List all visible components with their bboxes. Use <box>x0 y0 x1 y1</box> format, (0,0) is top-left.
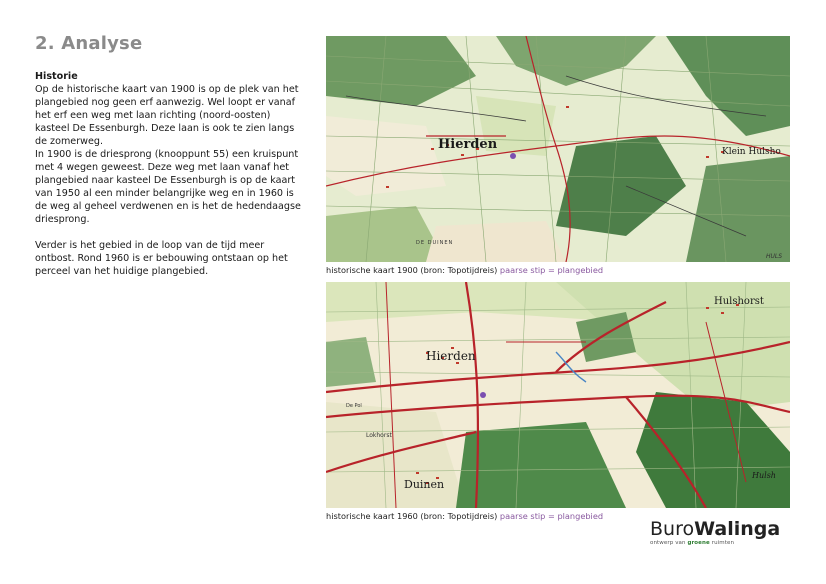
historie-paragraph-2: In 1900 is de driesprong (knooppunt 55) een kruispunt met 4 wegen geweest. Deze weg met laan vanaf het plangebied naar kasteel De Essenburgh is op de kaart van 1950 al een minder belangrijke weg en in 1960 is de weg al geheel verdwenen en is het de hedendaagse driesprong. <box>35 149 301 225</box>
logo-tagline-post: ruimten <box>709 540 735 546</box>
map-1900-drawing <box>326 36 790 262</box>
map-1960-label-duinen: Duinen <box>404 478 445 491</box>
historie-paragraph-3: Verder is het gebied in de loop van de tijd meer ontbost. Rond 1960 is er bebouwing ontstaan op het perceel van het huidige plangebied. <box>35 240 288 277</box>
map-1900-caption-main: historische kaart 1900 (bron: Topotijdreis) <box>326 265 498 275</box>
map-1960-label-de-pol: De Pol <box>346 403 362 409</box>
map-1960-label-hulshorst: Hulshorst <box>714 296 764 307</box>
historic-map-1960 <box>326 282 790 508</box>
historie-paragraph-1: Op de historische kaart van 1900 is op de plek van het plangebied nog geen erf aanwezig. Wel loopt er vanaf het erf een weg met laan richting (noord-oosten) kasteel De Essenburgh. Deze laan is ook te zien langs de zomerweg. <box>35 84 299 147</box>
logo-walinga: Walinga <box>694 518 781 540</box>
logo-tagline-pre: ontwerp van <box>650 540 688 546</box>
map-1960-label-hierden: Hierden <box>426 349 476 363</box>
map-1900-label-de-duinen: DE DUINEN <box>416 240 454 246</box>
logo-buro: Buro <box>650 518 695 540</box>
map-1960-drawing <box>326 282 790 508</box>
map-1900-label-hierden: Hierden <box>438 137 498 152</box>
map-1960-label-lokhorst: Lokhorst <box>366 432 392 439</box>
logo-tagline <box>650 540 790 546</box>
logo-tagline-bold: groene <box>687 540 710 546</box>
buro-walinga-logo <box>650 518 790 558</box>
page-title: 2. Analyse <box>35 33 143 54</box>
map-1960-caption <box>326 511 603 521</box>
map-1900-label-huls: HULS <box>766 253 783 260</box>
logo-wordmark <box>650 518 790 540</box>
map-1960-caption-note: paarse stip = plangebied <box>499 511 604 521</box>
historie-heading: Historie <box>35 71 78 82</box>
map-1900-caption-note: paarse stip = plangebied <box>499 265 604 275</box>
map-1900-label-klein-hulsho: Klein Hulsho <box>722 147 781 157</box>
map-1900-caption <box>326 265 603 275</box>
historie-section <box>35 70 303 278</box>
map-1960-caption-main: historische kaart 1960 (bron: Topotijdreis) <box>326 511 498 521</box>
map-1960-label-hulsh: Hulsh <box>752 471 776 480</box>
historic-map-1900 <box>326 36 790 262</box>
